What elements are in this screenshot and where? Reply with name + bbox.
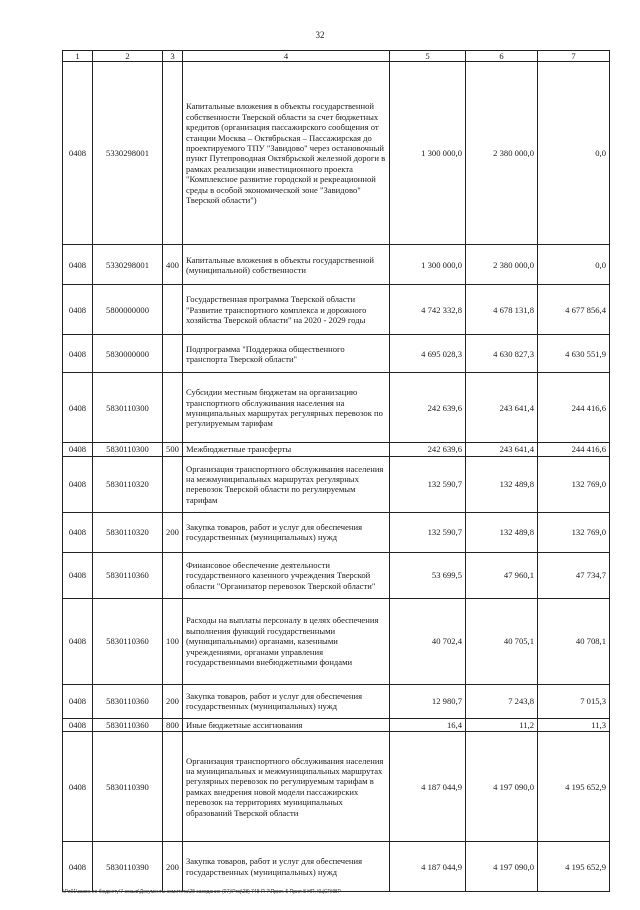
expense-type-code: 100	[163, 598, 183, 684]
item-name: Капитальные вложения в объекты государственной собственности Тверской области за счет бюджетных кредитов (организация пассажирского сообщения от станции Москва – Октябрьская – Пассажирская до проектируемого ТПУ "Завидово" через остановочный пункт Путепроводная Октябрьской железной дороги в рамках реализации инвестиционного проекта "Комплексное развитие городской и рекреационной среды в особой экономической зоне "Завидово" Тверской области")	[183, 62, 390, 245]
amount-year-3: 244 416,6	[538, 443, 610, 456]
section-code: 0408	[63, 285, 93, 335]
item-name: Государственная программа Тверской области "Развитие транспортного комплекса и дорожного хозяйства Тверской области" на 2020 - 2029 годы	[183, 285, 390, 335]
amount-year-2: 4 197 090,0	[466, 732, 538, 842]
item-name: Подпрограмма "Поддержка общественного транспорта Тверской области"	[183, 335, 390, 373]
amount-year-1: 4 695 028,3	[390, 335, 466, 373]
table-row	[63, 456, 610, 512]
target-article-code: 5800000000	[93, 285, 163, 335]
item-name: Расходы на выплаты персоналу в целях обеспечения выполнения функций государственными (муниципальными) органами, казенными учреждениями, органами управления государственными внебюджетными фондами	[183, 598, 390, 684]
amount-year-3: 4 630 551,9	[538, 335, 610, 373]
amount-year-2: 132 489,8	[466, 512, 538, 552]
amount-year-1: 242 639,6	[390, 443, 466, 456]
section-code: 0408	[63, 512, 93, 552]
item-name: Субсидии местным бюджетам на организацию транспортного обслуживания населения на муниципальных маршрутах регулярных перевозок по регулируемым тарифам	[183, 373, 390, 443]
table-row	[63, 335, 610, 373]
item-name: Организация транспортного обслуживания населения на муниципальных и межмуниципальных маршрутах регулярных перевозок по регулируемым тарифам в рамках внедрения новой модели пассажирских перевозок на территориях муниципальных образований Тверской области	[183, 732, 390, 842]
section-code: 0408	[63, 718, 93, 731]
amount-year-3: 11,3	[538, 718, 610, 731]
table-row	[63, 373, 610, 443]
amount-year-2: 11,2	[466, 718, 538, 731]
table-row	[63, 62, 610, 245]
item-name: Капитальные вложения в объекты государственной (муниципальной) собственности	[183, 245, 390, 285]
amount-year-2: 243 641,4	[466, 443, 538, 456]
amount-year-1: 4 187 044,9	[390, 732, 466, 842]
expense-type-code	[163, 373, 183, 443]
item-name: Закупка товаров, работ и услуг для обеспечения государственных (муниципальных) нужд	[183, 842, 390, 892]
table-row	[63, 598, 610, 684]
amount-year-1: 4 187 044,9	[390, 842, 466, 892]
target-article-code: 5830110300	[93, 373, 163, 443]
item-name: Иные бюджетные ассигнования	[183, 718, 390, 731]
expense-type-code	[163, 732, 183, 842]
column-number-5: 5	[390, 51, 466, 62]
item-name: Финансовое обеспечение деятельности государственного казенного учреждения Тверской области "Организатор перевозок Тверской области"	[183, 552, 390, 598]
table-row	[63, 684, 610, 718]
item-name: Организация транспортного обслуживания населения на межмуниципальных маршрутах регулярных перевозок Тверской области по регулируемым тарифам	[183, 456, 390, 512]
amount-year-1: 132 590,7	[390, 456, 466, 512]
amount-year-3: 132 769,0	[538, 456, 610, 512]
expense-type-code: 200	[163, 684, 183, 718]
section-code: 0408	[63, 598, 93, 684]
budget-table	[62, 50, 610, 892]
amount-year-3: 47 734,7	[538, 552, 610, 598]
expense-type-code	[163, 456, 183, 512]
amount-year-3: 7 015,3	[538, 684, 610, 718]
amount-year-2: 132 489,8	[466, 456, 538, 512]
target-article-code: 5830110300	[93, 443, 163, 456]
section-code: 0408	[63, 443, 93, 456]
amount-year-2: 2 380 000,0	[466, 62, 538, 245]
amount-year-2: 4 678 131,8	[466, 285, 538, 335]
amount-year-2: 4 630 827,3	[466, 335, 538, 373]
amount-year-3: 4 195 652,9	[538, 732, 610, 842]
expense-type-code	[163, 285, 183, 335]
table-row	[63, 245, 610, 285]
amount-year-2: 47 960,1	[466, 552, 538, 598]
section-code: 0408	[63, 245, 93, 285]
amount-year-1: 4 742 332,8	[390, 285, 466, 335]
column-number-7: 7	[538, 51, 610, 62]
amount-year-1: 12 980,7	[390, 684, 466, 718]
amount-year-3: 4 677 856,4	[538, 285, 610, 335]
table-header	[63, 51, 610, 62]
target-article-code: 5830110360	[93, 598, 163, 684]
amount-year-3: 40 708,1	[538, 598, 610, 684]
expense-type-code: 200	[163, 512, 183, 552]
amount-year-2: 40 705,1	[466, 598, 538, 684]
expense-type-code: 400	[163, 245, 183, 285]
target-article-code: 5830110360	[93, 552, 163, 598]
footer-file-path: \\Pz01\закон по бюджету\7 созыв\Документы комитета\28 заседание (07)\Proj\28) 748-П-7\Прил. 5 Прил 8 НП, КЦСР,КВР	[62, 889, 341, 895]
item-name: Закупка товаров, работ и услуг для обеспечения государственных (муниципальных) нужд	[183, 684, 390, 718]
amount-year-1: 40 702,4	[390, 598, 466, 684]
table-row	[63, 842, 610, 892]
column-number-1: 1	[63, 51, 93, 62]
target-article-code: 5830110390	[93, 842, 163, 892]
amount-year-3: 132 769,0	[538, 512, 610, 552]
amount-year-2: 7 243,8	[466, 684, 538, 718]
table-row	[63, 552, 610, 598]
column-number-4: 4	[183, 51, 390, 62]
expense-type-code	[163, 62, 183, 245]
amount-year-3: 0,0	[538, 62, 610, 245]
target-article-code: 5830110320	[93, 512, 163, 552]
amount-year-1: 16,4	[390, 718, 466, 731]
table-row	[63, 443, 610, 456]
amount-year-3: 0,0	[538, 245, 610, 285]
header-row	[63, 51, 610, 62]
target-article-code: 5830110360	[93, 684, 163, 718]
section-code: 0408	[63, 552, 93, 598]
section-code: 0408	[63, 684, 93, 718]
table-row	[63, 285, 610, 335]
column-number-2: 2	[93, 51, 163, 62]
table-row	[63, 512, 610, 552]
table-row	[63, 718, 610, 731]
expense-type-code	[163, 552, 183, 598]
expense-type-code: 500	[163, 443, 183, 456]
amount-year-1: 242 639,6	[390, 373, 466, 443]
target-article-code: 5830110320	[93, 456, 163, 512]
amount-year-3: 4 195 652,9	[538, 842, 610, 892]
section-code: 0408	[63, 62, 93, 245]
table-body	[63, 62, 610, 892]
section-code: 0408	[63, 732, 93, 842]
expense-type-code: 800	[163, 718, 183, 731]
target-article-code: 5830110390	[93, 732, 163, 842]
section-code: 0408	[63, 335, 93, 373]
column-number-3: 3	[163, 51, 183, 62]
target-article-code: 5330298001	[93, 62, 163, 245]
item-name: Закупка товаров, работ и услуг для обеспечения государственных (муниципальных) нужд	[183, 512, 390, 552]
amount-year-2: 4 197 090,0	[466, 842, 538, 892]
column-number-6: 6	[466, 51, 538, 62]
amount-year-1: 1 300 000,0	[390, 62, 466, 245]
amount-year-2: 2 380 000,0	[466, 245, 538, 285]
item-name: Межбюджетные трансферты	[183, 443, 390, 456]
amount-year-1: 132 590,7	[390, 512, 466, 552]
target-article-code: 5330298001	[93, 245, 163, 285]
expense-type-code	[163, 335, 183, 373]
amount-year-1: 1 300 000,0	[390, 245, 466, 285]
amount-year-1: 53 699,5	[390, 552, 466, 598]
section-code: 0408	[63, 842, 93, 892]
section-code: 0408	[63, 373, 93, 443]
expense-type-code: 200	[163, 842, 183, 892]
table-row	[63, 732, 610, 842]
page-number: 32	[315, 30, 325, 40]
target-article-code: 5830110360	[93, 718, 163, 731]
amount-year-3: 244 416,6	[538, 373, 610, 443]
target-article-code: 5830000000	[93, 335, 163, 373]
amount-year-2: 243 641,4	[466, 373, 538, 443]
section-code: 0408	[63, 456, 93, 512]
